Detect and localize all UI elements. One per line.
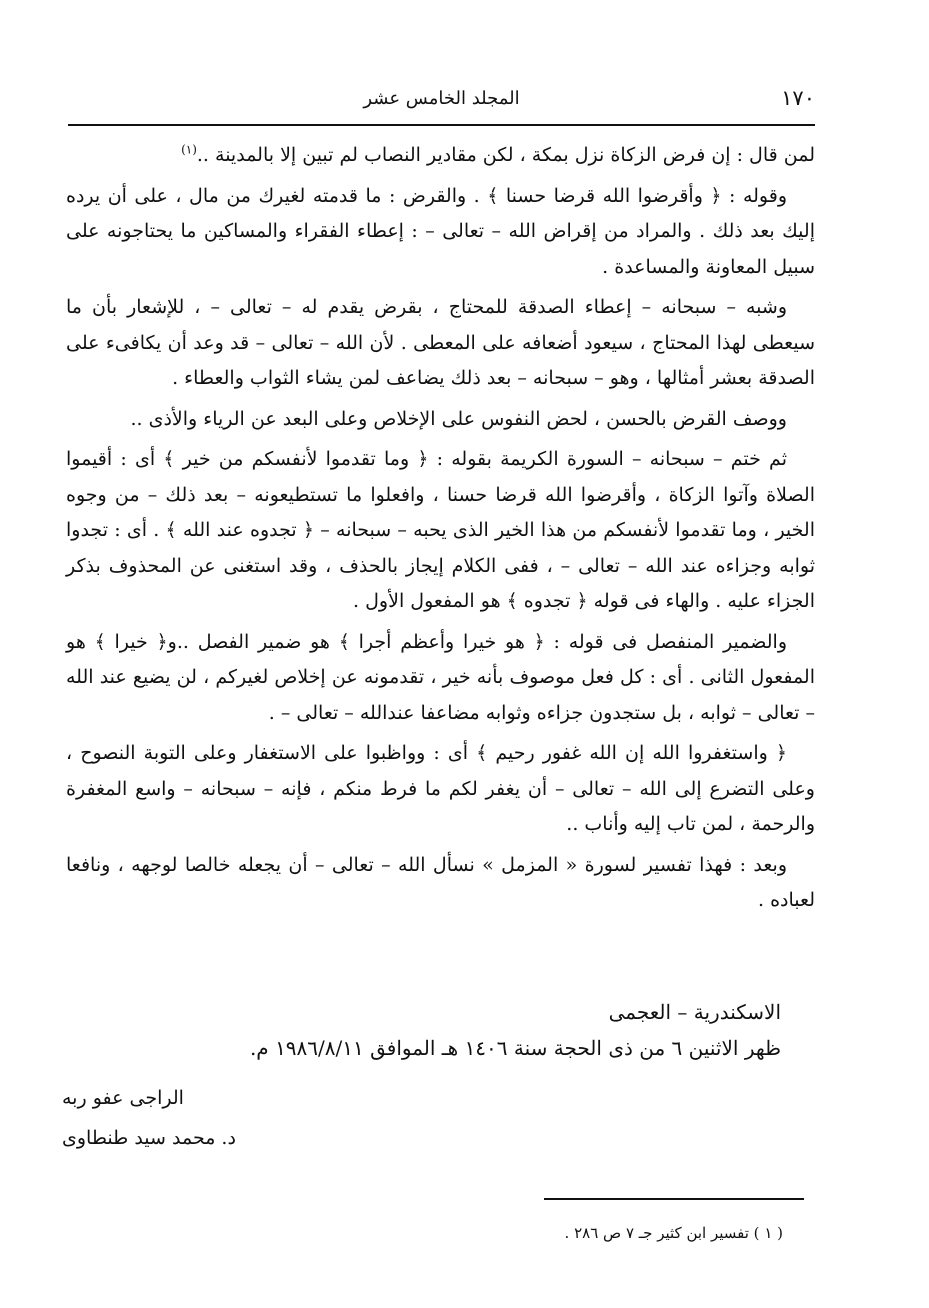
paragraph-1 [66, 138, 815, 174]
paragraph-7: ﴿ واستغفروا الله إن الله غفور رحيم ﴾ أى : وواظبوا على الاستغفار وعلى التوبة النصوح ، وعلى التضرع إلى الله – تعالى – أن يغفر لكم ما فرط منكم ، فإنه – سبحانه – واسع المغفرة والرحمة ، لمن تاب إليه وأناب .. [66, 742, 815, 835]
page-header [68, 84, 815, 120]
author-signature [62, 1078, 282, 1158]
paragraph-8: وبعد : فهذا تفسير لسورة « المزمل » نسأل الله – تعالى – أن يجعله خالصا لوجهه ، ونافعا لعباده . [66, 853, 815, 911]
header-divider [68, 124, 815, 126]
footnote: ( ١ ) تفسير ابن كثير جـ ٧ ص ٢٨٦ . [564, 1224, 783, 1242]
closing-place: الاسكندرية – العجمى [608, 1000, 781, 1024]
signature-line-1: الراجى عفو ربه [62, 1087, 184, 1109]
closing-block [80, 994, 781, 1066]
paragraph-2: وقوله : ﴿ وأقرضوا الله قرضا حسنا ﴾ . والقرض : ما قدمته لغيرك من مال ، على أن يرده إليك بعد ذلك . والمراد من إقراض الله – تعالى – : إعطاء الفقراء والمساكين ما يحتاجونه على سبيل المعاونة والمساعدة . [66, 184, 815, 278]
paragraph-1-text: لمن قال : إن فرض الزكاة نزل بمكة ، لكن مقادير النصاب لم تبين إلا بالمدينة .. [196, 144, 815, 166]
body-text [66, 138, 815, 924]
paragraph-3: وشبه – سبحانه – إعطاء الصدقة للمحتاج ، بقرض يقدم له – تعالى – ، للإشعار بأن ما سيعطى لهذا المحتاج ، سيعود أضعافه على المعطى . لأن الله – تعالى – قد وعد أن يكافىء على الصدقة بعشر أمثالها ، وهو – سبحانه – بعد ذلك يضاعف لمن يشاء الثواب والعطاء . [66, 296, 815, 389]
signature-name: د. محمد سيد طنطاوى [62, 1127, 236, 1149]
footnote-divider [544, 1198, 804, 1200]
running-title: المجلد الخامس عشر [363, 88, 520, 109]
page-number: ١٧٠ [781, 86, 815, 110]
closing-date: ظهر الاثنين ٦ من ذى الحجة سنة ١٤٠٦ هـ الموافق ١٩٨٦/٨/١١ م. [249, 1036, 781, 1060]
footnote-reference: (١) [181, 142, 197, 157]
paragraph-6: والضمير المنفصل فى قوله : ﴿ هو خيرا وأعظم أجرا ﴾ هو ضمير الفصل ..و﴿ خيرا ﴾ هو المفعول الثانى . أى : كل فعل موصوف بأنه خير ، تقدمونه عن إخلاص لغيركم ، لن يضيع عند الله – تعالى – ثوابه ، بل ستجدون جزاءه وثوابه مضاعفا عندالله – تعالى – . [66, 630, 815, 724]
paragraph-5: ثم ختم – سبحانه – السورة الكريمة بقوله : ﴿ وما تقدموا لأنفسكم من خير ﴾ أى : أقيموا الصلاة وآتوا الزكاة ، وأقرضوا الله قرضا حسنا ، وافعلوا ما تستطيعونه – بعد ذلك – من وجوه الخير ، وما تقدموا لأنفسكم من هذا الخير الذى يحبه – سبحانه – ﴿ تجدوه عند الله ﴾ . أى : تجدوا ثوابه وجزاءه عند الله – تعالى – ، ففى الكلام إيجاز بالحذف ، وقد استغنى عن المحذوف بذكر الجزاء عليه . والهاء فى قوله ﴿ تجدوه ﴾ هو المفعول الأول . [66, 448, 815, 612]
paragraph-4: ووصف القرض بالحسن ، لحض النفوس على الإخلاص وعلى البعد عن الرياء والأذى .. [130, 407, 787, 430]
